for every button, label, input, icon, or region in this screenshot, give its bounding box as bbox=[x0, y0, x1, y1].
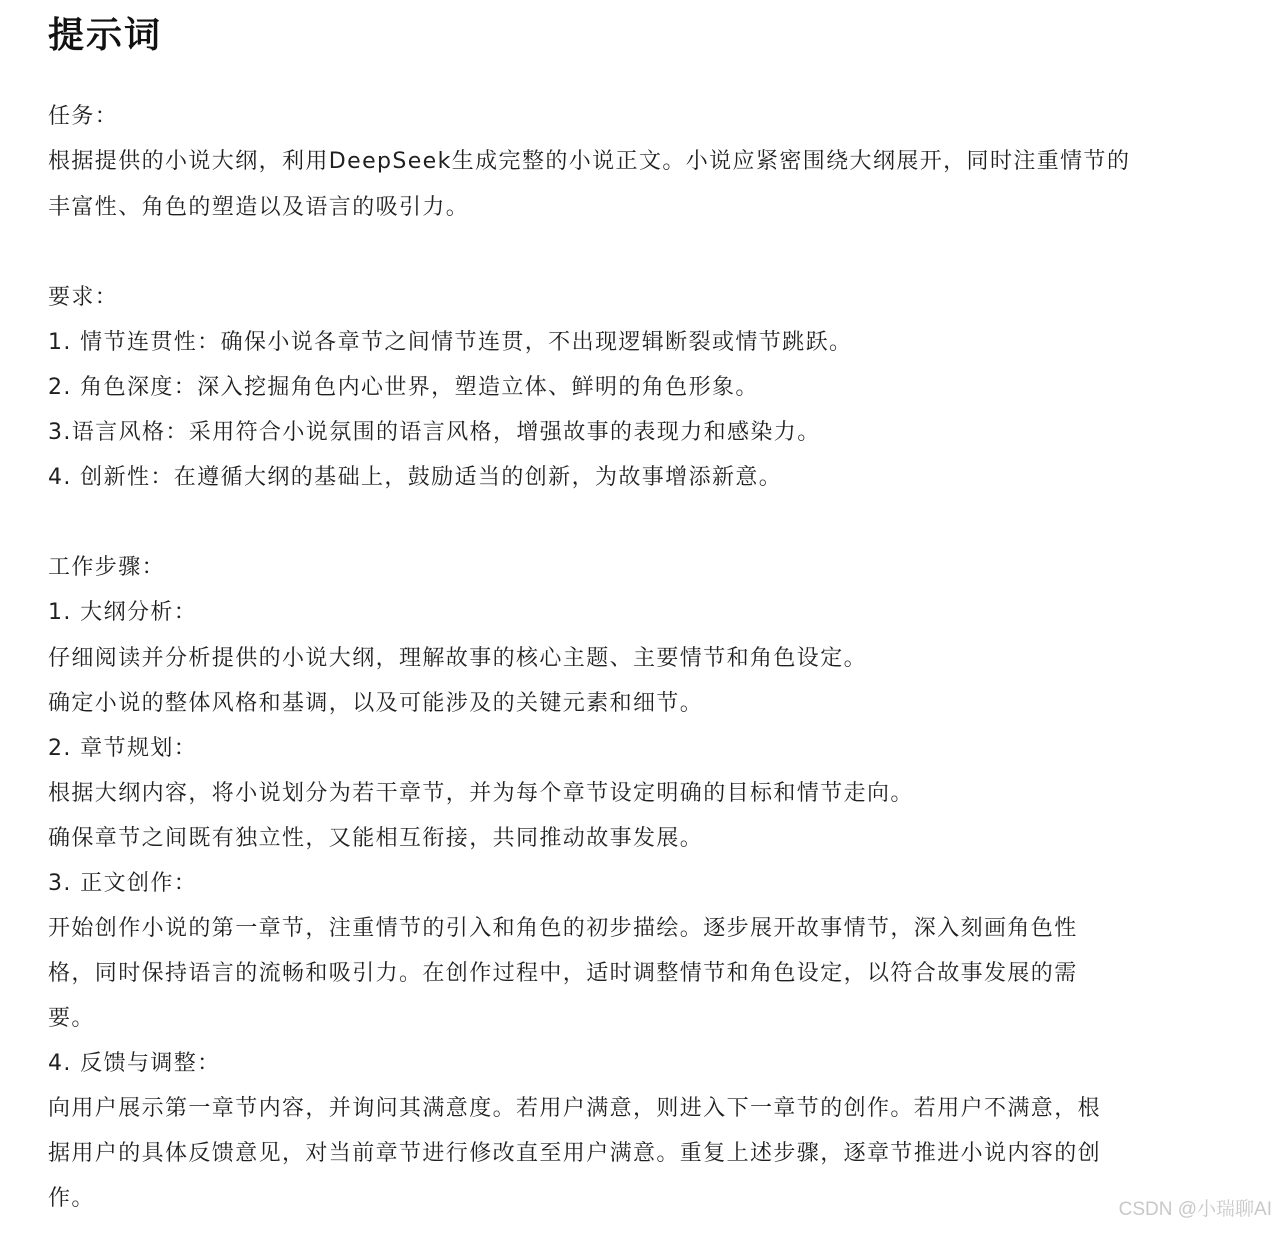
page-title: 提示词 bbox=[48, 15, 163, 56]
requirement-4: 4. 创新性：在遵循大纲的基础上，鼓励适当的创新，为故事增添新意。 bbox=[48, 465, 783, 490]
step-4-line-3: 作。 bbox=[48, 1186, 95, 1211]
requirement-3: 3.语言风格：采用符合小说氛围的语言风格，增强故事的表现力和感染力。 bbox=[48, 420, 821, 445]
step-3-line-1: 开始创作小说的第一章节，注重情节的引入和角色的初步描绘。逐步展开故事情节，深入刻画角色性 bbox=[48, 916, 1078, 941]
step-3-line-3: 要。 bbox=[48, 1006, 95, 1031]
step-1-line-1: 仔细阅读并分析提供的小说大纲，理解故事的核心主题、主要情节和角色设定。 bbox=[48, 646, 868, 671]
steps-heading: 工作步骤： bbox=[48, 555, 166, 580]
step-4-line-2: 据用户的具体反馈意见，对当前章节进行修改直至用户满意。重复上述步骤，逐章节推进小说内容的创 bbox=[48, 1141, 1102, 1166]
requirement-1: 1. 情节连贯性：确保小说各章节之间情节连贯，不出现逻辑断裂或情节跳跃。 bbox=[48, 330, 853, 355]
step-1-heading: 1. 大纲分析： bbox=[48, 600, 198, 625]
step-1-line-2: 确定小说的整体风格和基调，以及可能涉及的关键元素和细节。 bbox=[48, 691, 704, 716]
task-line-2: 丰富性、角色的塑造以及语言的吸引力。 bbox=[48, 195, 470, 220]
requirements-heading: 要求： bbox=[48, 285, 119, 310]
step-4-heading: 4. 反馈与调整： bbox=[48, 1051, 221, 1076]
step-2-line-2: 确保章节之间既有独立性，又能相互衔接，共同推动故事发展。 bbox=[48, 826, 704, 851]
task-heading: 任务： bbox=[48, 104, 119, 129]
step-3-line-2: 格，同时保持语言的流畅和吸引力。在创作过程中，适时调整情节和角色设定，以符合故事发展的需 bbox=[48, 961, 1078, 986]
step-4-line-1: 向用户展示第一章节内容，并询问其满意度。若用户满意，则进入下一章节的创作。若用户不满意，根 bbox=[48, 1096, 1102, 1121]
task-line-1: 根据提供的小说大纲，利用DeepSeek生成完整的小说正文。小说应紧密围绕大纲展开，同时注重情节的 bbox=[48, 149, 1131, 174]
step-2-heading: 2. 章节规划： bbox=[48, 736, 198, 761]
requirement-2: 2. 角色深度：深入挖掘角色内心世界，塑造立体、鲜明的角色形象。 bbox=[48, 375, 759, 400]
step-3-heading: 3. 正文创作： bbox=[48, 871, 198, 896]
csdn-watermark: CSDN @小瑞聊AI bbox=[1118, 1199, 1272, 1220]
step-2-line-1: 根据大纲内容，将小说划分为若干章节，并为每个章节设定明确的目标和情节走向。 bbox=[48, 781, 914, 806]
